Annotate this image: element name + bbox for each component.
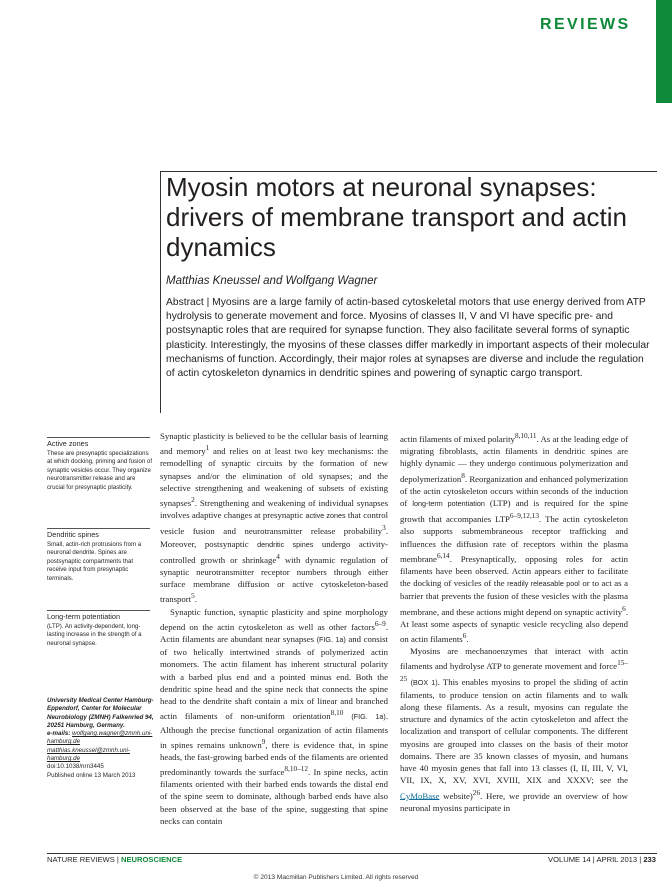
section-color-bar: [656, 0, 672, 103]
article-abstract: Abstract | Myosins are a large family of actin-based cytoskeletal motors that use energy derived from ATP hydrolysis to generate movement and force. Myosins of classes II, V and VI have specific pre- and postsynaptic roles that are required for synapse function. They also facilitate several forms of synaptic plasticity. Interestingly, the myosins of these classes differ markedly in important aspects of their molecular mechanisms of function. Accordingly, their major roles at synapses are diverse and include the regulation of actin cytoskeleton dynamics in dendritic spines and powering of synaptic cargo transport.: [166, 297, 650, 380]
body-column-1: [160, 430, 388, 827]
article-title: Myosin motors at neuronal synapses: drivers of membrane transport and actin dynamics: [166, 172, 627, 262]
glossary-definition: Small, actin-rich protrusions from a neuronal dendrite. Spines are postsynaptic compartments that receive input from presynaptic terminals.: [47, 540, 142, 582]
paragraph: Synaptic function, synaptic plasticity and spine morphology depend on the actin cytoskeleton as well as other factors$^{6-9}$. Actin filaments are abundant near synapses (FIG. 1a) and consist of two helically intertwined strands of polymerized actin monomers. The actin filament has inherent structural polarity with a barbed plus end and a pointed minus end. Both the dendritic spine head and the spine neck that connects the spine head to the dendrite shaft contain a mix of linear and branched actin filaments of non-uniform orientation$^{8,10}$ (FIG. 1a). Although the precise functional organization of actin filaments in spines remains unknown$^9$, there is evidence that, in spine heads, the fast-growing barbed ends of the filaments are oriented predominantly towards the surface$^{8,10-12}$. In spine necks, actin filaments oriented with their barbed ends towards the distal end of the spine seem to dominate, although barbed ends have also been observed at the base of the spine, suggesting that spine necks can contain: [160, 606, 389, 826]
published-date: Published online 13 March 2013: [47, 771, 136, 779]
glossary-term: Dendritic spines: [47, 530, 99, 539]
figure-reference: (FIG. 1a): [316, 634, 346, 644]
glossary-divider: [47, 437, 150, 438]
glossary-definition: These are presynaptic specializations at which docking, priming and fusion of synaptic vesicles occur. They organize neurotransmitter release and are crucial for presynaptic plasticity.: [47, 449, 153, 491]
glossary-term-link: active zones: [305, 511, 346, 521]
box-reference: (BOX 1): [410, 677, 438, 687]
footer-divider: [47, 853, 657, 854]
glossary-entry-dendritic-spines: [47, 531, 153, 583]
figure-reference: (FIG. 1a): [351, 712, 386, 722]
author-affiliation: [47, 697, 157, 780]
glossary-term: Active zones: [47, 439, 89, 448]
cymobase-link[interactable]: CyMoBase: [400, 790, 440, 801]
journal-name: NATURE REVIEWS | NEUROSCIENCE: [47, 855, 183, 864]
glossary-term-link: readily releasable pool: [507, 579, 580, 589]
glossary-entry-active-zones: [47, 440, 153, 492]
glossary-term-link: dendritic spines: [257, 539, 314, 549]
glossary-entry-ltp: [47, 613, 153, 648]
paragraph: Synaptic plasticity is believed to be the cellular basis of learning and memory$^1$ and relies on at least two key mechanisms: the remodelling of synaptic circuits by the formation of new synapses and/or the elimination of old synapses; and the selective strengthening and weakening of subsets of existing synapses$^2$. Strengthening and weakening of individual synapses involves adaptive changes at presynaptic active zones that control vesicle fusion and neurotransmitter release probability$^3$. Moreover, postsynaptic dendritic spines undergo activity-controlled growth or shrinkage$^4$ with dynamic regulation of synaptic neurotransmitter receptor numbers through either surface membrane diffusion or active cytoskeleton-based transport$^5$.: [160, 431, 389, 605]
affiliation-institution: University Medical Center Hamburg-Eppendorf, Center for Molecular Neurobiology (ZMNH) Falkenried 94, 20251 Hamburg, Germany.: [47, 697, 154, 729]
glossary-definition: (LTP). An activity-dependent, long-lasting increase in the strength of a neuronal synapse.: [47, 622, 142, 647]
paragraph: actin filaments of mixed polarity$^{8,10,11}$. As at the leading edge of migrating fibroblasts, actin filaments in dendritic spines are highly dynamic — they undergo continuous polymerization and depolymerization$^8$. Reorganization and enhanced polymerization of the actin cytoskeleton occurs within seconds of the induction of long-term potentiation (LTP) and is required for the spine growth that accompanies LTP$^{6-9,12,13}$. The actin cytoskeleton also supports submembraneous receptor trafficking and influences the diffusion rate of receptors within the plasma membrane$^{6,14}$. Presynaptically, opposing roles for actin filaments have been observed. Actin appears either to facilitate the docking of vesicles of the readily releasable pool or to act as a barrier that prevents the fusion of these vesicles with the plasma membrane, and these actions might depend on synaptic activity$^6$. At least some aspects of synaptic vesicle recycling also depend on actin filaments$^6$.: [400, 432, 629, 644]
glossary-term-link: long-term potentiation: [412, 498, 485, 508]
glossary-term: Long-term potentiation: [47, 612, 121, 621]
copyright-notice: © 2013 Macmillan Publishers Limited. All rights reserved: [253, 874, 419, 881]
emails-label: e-mails:: [47, 730, 71, 738]
section-label: REVIEWS: [540, 16, 631, 33]
page-number: 233: [643, 855, 656, 864]
doi: doi:10.1038/nrn3445: [47, 763, 104, 771]
article-authors: Matthias Kneussel and Wolfgang Wagner: [166, 275, 378, 287]
issue-info: VOLUME 14 | APRIL 2013 | 233: [548, 855, 656, 864]
glossary-divider: [47, 610, 150, 611]
email-link-kneussel[interactable]: matthias.kneussel@zmnh.uni-hamburg.de: [47, 746, 130, 763]
email-link-wagner[interactable]: wolfgang.wagner@zmnh.uni-hamburg.de: [47, 730, 153, 746]
paragraph: Myosins are mechanoenzymes that interact with actin filaments and hydrolyse ATP to generate movement and force$^{15-25}$ (BOX 1). This enables myosins to propel the sliding of actin filaments, to produce tension on actin filaments and to walk along these filaments. As a result, myosins can regulate the structure and dynamics of the actin cytoskeleton and affect the localization and transport of cellular components. The different myosins are grouped into classes on the basis of their motor domains. There are 35 known classes of myosin, and humans have 40 myosin genes that fall into 13 classes (I, II, III, V, VI, VII, IX, X, XV, XVI, XVIII, XIX and XXXV; see the CyMoBase website)$^{26}$. Here, we provide an overview of how neuronal myosins participate in: [400, 646, 628, 813]
glossary-divider: [47, 528, 150, 529]
body-column-2: [400, 430, 628, 814]
